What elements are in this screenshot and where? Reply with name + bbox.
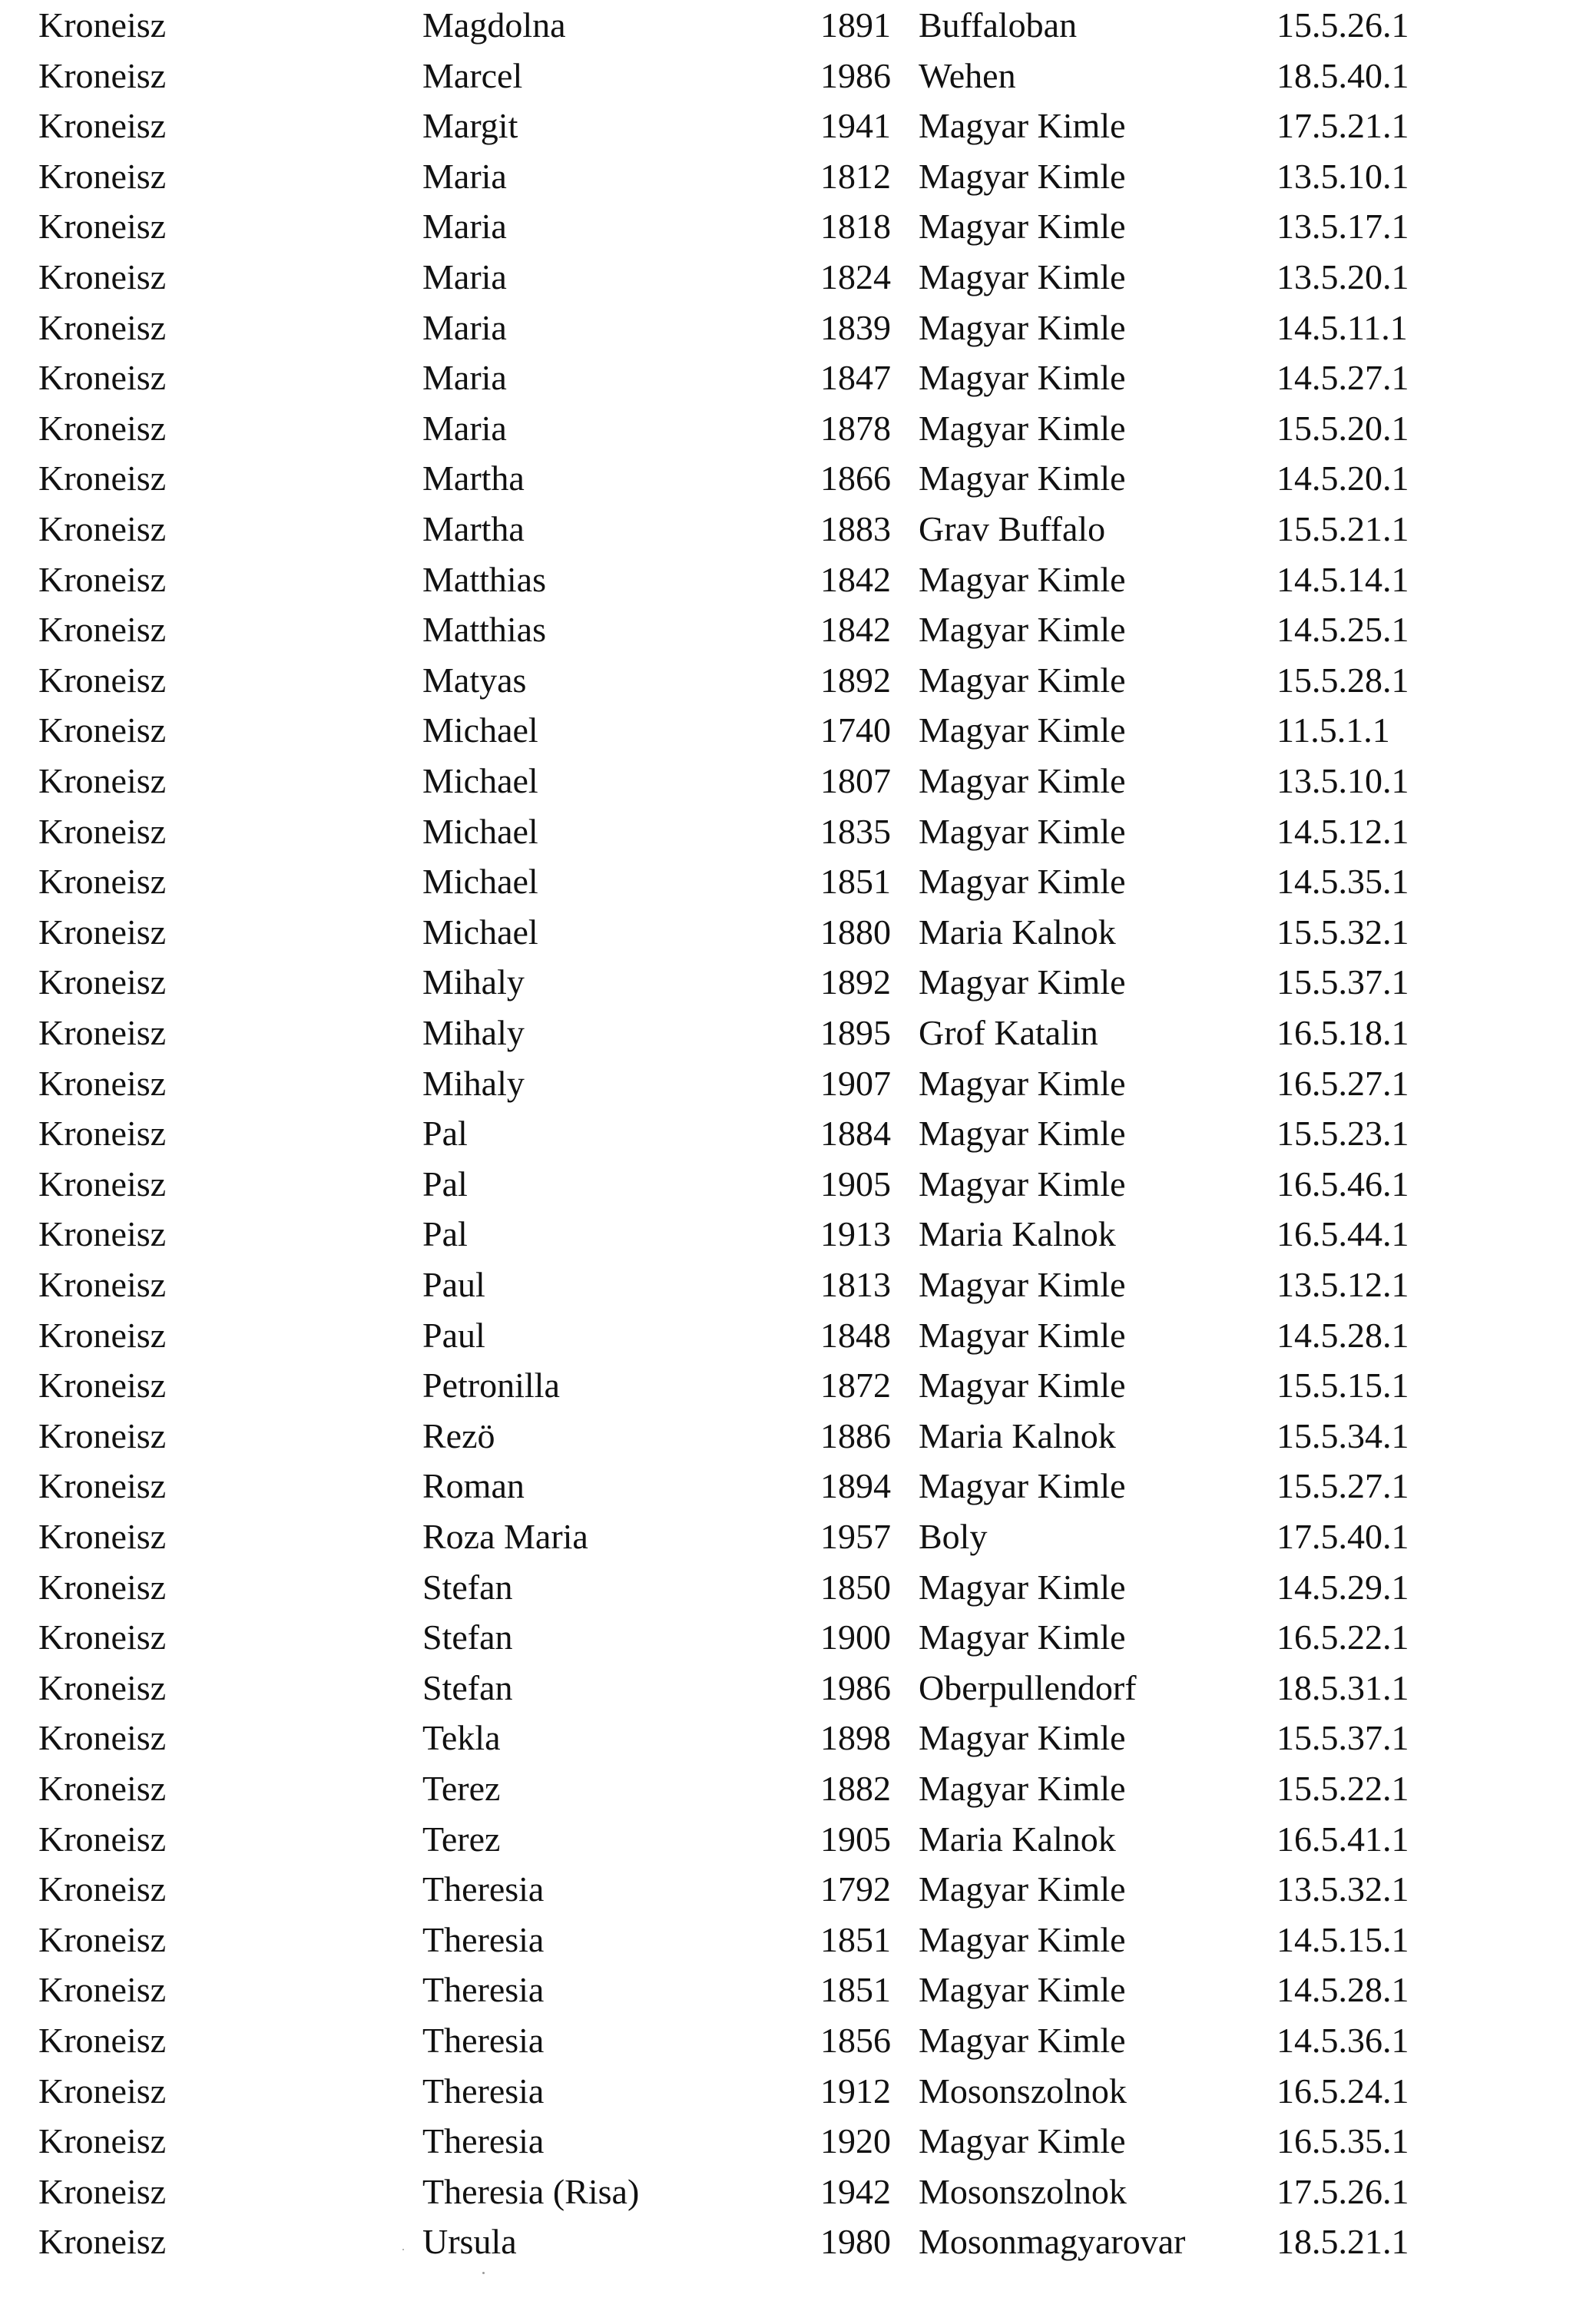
code-cell: 15.5.37.1 [1276, 1718, 1409, 1758]
code-cell: 14.5.12.1 [1276, 811, 1409, 851]
surname-cell: Kroneisz [38, 761, 167, 800]
year-cell: 1807 [820, 761, 891, 800]
record-row [0, 1612, 1596, 1663]
year-cell: 1813 [820, 1265, 891, 1304]
code-cell: 15.5.22.1 [1276, 1769, 1409, 1808]
given-name-cell: Michael [422, 862, 538, 902]
year-cell: 1892 [820, 962, 891, 1002]
place-cell: Magyar Kimle [919, 207, 1126, 247]
surname-cell: Kroneisz [38, 1415, 167, 1455]
place-cell: Magyar Kimle [919, 1265, 1126, 1304]
code-cell: 17.5.26.1 [1276, 2171, 1409, 2211]
place-cell: Oberpullendorf [919, 1667, 1137, 1707]
given-name-cell: Mihaly [422, 962, 525, 1002]
code-cell: 14.5.36.1 [1276, 2021, 1409, 2060]
code-cell: 15.5.21.1 [1276, 509, 1409, 548]
place-cell: Magyar Kimle [919, 408, 1126, 448]
given-name-cell: Maria [422, 307, 507, 347]
record-row [0, 353, 1596, 403]
given-name-cell: Mihaly [422, 1063, 525, 1103]
year-cell: 1835 [820, 811, 891, 851]
year-cell: 1905 [820, 1819, 891, 1859]
surname-cell: Kroneisz [38, 2222, 167, 2262]
record-row [0, 1965, 1596, 2015]
surname-cell: Kroneisz [38, 1214, 167, 1254]
record-row [0, 51, 1596, 101]
code-cell: 13.5.20.1 [1276, 257, 1409, 296]
place-cell: Magyar Kimle [919, 1769, 1126, 1808]
place-cell: Magyar Kimle [919, 660, 1126, 700]
place-cell: Magyar Kimle [919, 2121, 1126, 2161]
place-cell: Magyar Kimle [919, 358, 1126, 398]
year-cell: 1957 [820, 1517, 891, 1556]
surname-cell: Kroneisz [38, 408, 167, 448]
year-cell: 1866 [820, 459, 891, 498]
surname-cell: Kroneisz [38, 1466, 167, 1506]
year-cell: 1847 [820, 358, 891, 398]
surname-cell: Kroneisz [38, 257, 167, 296]
place-cell: Maria Kalnok [919, 1214, 1116, 1254]
given-name-cell: Theresia (Risa) [422, 2171, 640, 2211]
surname-cell: Kroneisz [38, 2021, 167, 2060]
record-row [0, 1511, 1596, 1562]
code-cell: 16.5.35.1 [1276, 2121, 1409, 2161]
surname-cell: Kroneisz [38, 207, 167, 247]
year-cell: 1851 [820, 1970, 891, 2010]
given-name-cell: Roza Maria [422, 1517, 588, 1556]
code-cell: 14.5.15.1 [1276, 1919, 1409, 1959]
given-name-cell: Maria [422, 156, 507, 196]
surname-cell: Kroneisz [38, 106, 167, 146]
surname-cell: Kroneisz [38, 55, 167, 95]
record-row [0, 0, 1596, 51]
record-row [0, 453, 1596, 504]
year-cell: 1882 [820, 1769, 891, 1808]
place-cell: Magyar Kimle [919, 1063, 1126, 1103]
place-cell: Magyar Kimle [919, 459, 1126, 498]
code-cell: 14.5.25.1 [1276, 610, 1409, 650]
year-cell: 1898 [820, 1718, 891, 1758]
record-row [0, 806, 1596, 857]
place-cell: Mosonmagyarovar [919, 2222, 1186, 2262]
surname-cell: Kroneisz [38, 1869, 167, 1909]
surname-cell: Kroneisz [38, 2071, 167, 2111]
record-row [0, 1814, 1596, 1865]
year-cell: 1740 [820, 710, 891, 750]
record-row [0, 957, 1596, 1008]
given-name-cell: Maria [422, 207, 507, 247]
code-cell: 14.5.14.1 [1276, 559, 1409, 599]
record-row [0, 1864, 1596, 1915]
year-cell: 1880 [820, 912, 891, 952]
surname-cell: Kroneisz [38, 1617, 167, 1657]
surname-cell: Kroneisz [38, 1667, 167, 1707]
place-cell: Magyar Kimle [919, 1970, 1126, 2010]
given-name-cell: Michael [422, 811, 538, 851]
record-row [0, 604, 1596, 655]
record-row [0, 2116, 1596, 2167]
surname-cell: Kroneisz [38, 610, 167, 650]
given-name-cell: Maria [422, 358, 507, 398]
scan-speck [482, 2272, 485, 2274]
place-cell: Magyar Kimle [919, 1114, 1126, 1154]
given-name-cell: Matyas [422, 660, 527, 700]
code-cell: 17.5.40.1 [1276, 1517, 1409, 1556]
record-row [0, 1159, 1596, 1210]
code-cell: 15.5.34.1 [1276, 1415, 1409, 1455]
record-row [0, 1008, 1596, 1058]
code-cell: 16.5.18.1 [1276, 1013, 1409, 1052]
surname-cell: Kroneisz [38, 862, 167, 902]
code-cell: 13.5.12.1 [1276, 1265, 1409, 1304]
place-cell: Magyar Kimle [919, 1869, 1126, 1909]
place-cell: Magyar Kimle [919, 1617, 1126, 1657]
record-row [0, 252, 1596, 303]
place-cell: Grof Katalin [919, 1013, 1098, 1052]
code-cell: 14.5.11.1 [1276, 307, 1408, 347]
code-cell: 16.5.22.1 [1276, 1617, 1409, 1657]
year-cell: 1792 [820, 1869, 891, 1909]
given-name-cell: Michael [422, 912, 538, 952]
given-name-cell: Maria [422, 257, 507, 296]
code-cell: 13.5.10.1 [1276, 156, 1409, 196]
place-cell: Magyar Kimle [919, 962, 1126, 1002]
record-row [0, 1058, 1596, 1109]
year-cell: 1824 [820, 257, 891, 296]
place-cell: Magyar Kimle [919, 610, 1126, 650]
place-cell: Magyar Kimle [919, 2021, 1126, 2060]
record-row [0, 907, 1596, 958]
scan-speck [402, 2249, 404, 2250]
record-row [0, 1663, 1596, 1713]
given-name-cell: Maria [422, 408, 507, 448]
code-cell: 14.5.28.1 [1276, 1970, 1409, 2010]
code-cell: 11.5.1.1 [1276, 710, 1390, 750]
code-cell: 16.5.24.1 [1276, 2071, 1409, 2111]
given-name-cell: Michael [422, 710, 538, 750]
surname-cell: Kroneisz [38, 710, 167, 750]
code-cell: 16.5.46.1 [1276, 1164, 1409, 1204]
year-cell: 1941 [820, 106, 891, 146]
given-name-cell: Magdolna [422, 5, 566, 45]
code-cell: 16.5.27.1 [1276, 1063, 1409, 1103]
surname-cell: Kroneisz [38, 5, 167, 45]
given-name-cell: Rezö [422, 1415, 495, 1455]
place-cell: Magyar Kimle [919, 1466, 1126, 1506]
code-cell: 15.5.28.1 [1276, 660, 1409, 700]
record-row [0, 2066, 1596, 2117]
place-cell: Magyar Kimle [919, 811, 1126, 851]
surname-cell: Kroneisz [38, 660, 167, 700]
place-cell: Magyar Kimle [919, 1567, 1126, 1607]
year-cell: 1907 [820, 1063, 891, 1103]
place-cell: Maria Kalnok [919, 1415, 1116, 1455]
given-name-cell: Pal [422, 1214, 468, 1254]
surname-cell: Kroneisz [38, 2121, 167, 2161]
record-row [0, 101, 1596, 151]
place-cell: Magyar Kimle [919, 761, 1126, 800]
code-cell: 15.5.32.1 [1276, 912, 1409, 952]
given-name-cell: Margit [422, 106, 518, 146]
record-row [0, 1763, 1596, 1814]
code-cell: 14.5.20.1 [1276, 459, 1409, 498]
year-cell: 1884 [820, 1114, 891, 1154]
given-name-cell: Paul [422, 1315, 485, 1355]
record-row [0, 1461, 1596, 1511]
year-cell: 1851 [820, 862, 891, 902]
code-cell: 15.5.15.1 [1276, 1366, 1409, 1405]
code-cell: 15.5.27.1 [1276, 1466, 1409, 1506]
given-name-cell: Stefan [422, 1667, 513, 1707]
year-cell: 1895 [820, 1013, 891, 1052]
code-cell: 15.5.26.1 [1276, 5, 1409, 45]
place-cell: Maria Kalnok [919, 1819, 1116, 1859]
surname-cell: Kroneisz [38, 1315, 167, 1355]
code-cell: 18.5.40.1 [1276, 55, 1409, 95]
year-cell: 1818 [820, 207, 891, 247]
code-cell: 14.5.27.1 [1276, 358, 1409, 398]
surname-cell: Kroneisz [38, 1265, 167, 1304]
record-row [0, 1360, 1596, 1411]
given-name-cell: Martha [422, 509, 525, 548]
surname-cell: Kroneisz [38, 1769, 167, 1808]
record-row [0, 1260, 1596, 1310]
place-cell: Mosonszolnok [919, 2071, 1127, 2111]
place-cell: Magyar Kimle [919, 1164, 1126, 1204]
surname-cell: Kroneisz [38, 307, 167, 347]
year-cell: 1872 [820, 1366, 891, 1405]
given-name-cell: Matthias [422, 610, 546, 650]
year-cell: 1842 [820, 610, 891, 650]
given-name-cell: Theresia [422, 1869, 545, 1909]
record-row [0, 1411, 1596, 1462]
code-cell: 13.5.10.1 [1276, 761, 1409, 800]
place-cell: Magyar Kimle [919, 307, 1126, 347]
given-name-cell: Terez [422, 1769, 501, 1808]
surname-cell: Kroneisz [38, 1013, 167, 1052]
code-cell: 18.5.21.1 [1276, 2222, 1409, 2262]
record-row [0, 403, 1596, 454]
year-cell: 1878 [820, 408, 891, 448]
code-cell: 16.5.41.1 [1276, 1819, 1409, 1859]
year-cell: 1856 [820, 2021, 891, 2060]
given-name-cell: Stefan [422, 1567, 513, 1607]
place-cell: Magyar Kimle [919, 106, 1126, 146]
year-cell: 1891 [820, 5, 891, 45]
place-cell: Buffaloban [919, 5, 1078, 45]
record-row [0, 2167, 1596, 2217]
code-cell: 14.5.35.1 [1276, 862, 1409, 902]
given-name-cell: Theresia [422, 2121, 545, 2161]
record-row [0, 1108, 1596, 1159]
year-cell: 1851 [820, 1919, 891, 1959]
place-cell: Magyar Kimle [919, 1718, 1126, 1758]
place-cell: Magyar Kimle [919, 559, 1126, 599]
year-cell: 1883 [820, 509, 891, 548]
place-cell: Maria Kalnok [919, 912, 1116, 952]
year-cell: 1848 [820, 1315, 891, 1355]
surname-cell: Kroneisz [38, 1517, 167, 1556]
surname-cell: Kroneisz [38, 459, 167, 498]
place-cell: Magyar Kimle [919, 1919, 1126, 1959]
place-cell: Magyar Kimle [919, 1315, 1126, 1355]
year-cell: 1986 [820, 1667, 891, 1707]
year-cell: 1986 [820, 55, 891, 95]
record-row [0, 856, 1596, 907]
record-row [0, 303, 1596, 353]
given-name-cell: Paul [422, 1265, 485, 1304]
code-cell: 14.5.28.1 [1276, 1315, 1409, 1355]
given-name-cell: Marcel [422, 55, 523, 95]
given-name-cell: Roman [422, 1466, 525, 1506]
year-cell: 1812 [820, 156, 891, 196]
given-name-cell: Terez [422, 1819, 501, 1859]
record-row [0, 151, 1596, 202]
given-name-cell: Theresia [422, 2071, 545, 2111]
surname-cell: Kroneisz [38, 912, 167, 952]
record-row [0, 201, 1596, 252]
record-row [0, 1209, 1596, 1260]
record-row [0, 756, 1596, 806]
given-name-cell: Pal [422, 1164, 468, 1204]
code-cell: 13.5.32.1 [1276, 1869, 1409, 1909]
surname-cell: Kroneisz [38, 1366, 167, 1405]
place-cell: Boly [919, 1517, 988, 1556]
record-row [0, 705, 1596, 756]
surname-cell: Kroneisz [38, 1164, 167, 1204]
code-cell: 13.5.17.1 [1276, 207, 1409, 247]
record-row [0, 1562, 1596, 1613]
year-cell: 1912 [820, 2071, 891, 2111]
year-cell: 1905 [820, 1164, 891, 1204]
given-name-cell: Ursula [422, 2222, 517, 2262]
record-row [0, 1310, 1596, 1361]
surname-cell: Kroneisz [38, 811, 167, 851]
year-cell: 1980 [820, 2222, 891, 2262]
surname-cell: Kroneisz [38, 559, 167, 599]
place-cell: Magyar Kimle [919, 862, 1126, 902]
record-row [0, 2015, 1596, 2066]
year-cell: 1892 [820, 660, 891, 700]
surname-cell: Kroneisz [38, 1919, 167, 1959]
place-cell: Wehen [919, 55, 1016, 95]
given-name-cell: Petronilla [422, 1366, 560, 1405]
surname-cell: Kroneisz [38, 1819, 167, 1859]
record-row [0, 655, 1596, 706]
surname-cell: Kroneisz [38, 1718, 167, 1758]
surname-cell: Kroneisz [38, 1567, 167, 1607]
given-name-cell: Theresia [422, 2021, 545, 2060]
code-cell: 15.5.37.1 [1276, 962, 1409, 1002]
code-cell: 15.5.23.1 [1276, 1114, 1409, 1154]
place-cell: Magyar Kimle [919, 710, 1126, 750]
place-cell: Mosonszolnok [919, 2171, 1127, 2211]
code-cell: 18.5.31.1 [1276, 1667, 1409, 1707]
year-cell: 1913 [820, 1214, 891, 1254]
given-name-cell: Pal [422, 1114, 468, 1154]
surname-cell: Kroneisz [38, 2171, 167, 2211]
year-cell: 1850 [820, 1567, 891, 1607]
record-row [0, 1915, 1596, 1965]
year-cell: 1839 [820, 307, 891, 347]
given-name-cell: Michael [422, 761, 538, 800]
place-cell: Magyar Kimle [919, 156, 1126, 196]
place-cell: Magyar Kimle [919, 257, 1126, 296]
place-cell: Grav Buffalo [919, 509, 1106, 548]
year-cell: 1942 [820, 2171, 891, 2211]
year-cell: 1920 [820, 2121, 891, 2161]
code-cell: 17.5.21.1 [1276, 106, 1409, 146]
surname-cell: Kroneisz [38, 156, 167, 196]
surname-cell: Kroneisz [38, 509, 167, 548]
surname-cell: Kroneisz [38, 358, 167, 398]
year-cell: 1842 [820, 559, 891, 599]
given-name-cell: Tekla [422, 1718, 501, 1758]
given-name-cell: Theresia [422, 1919, 545, 1959]
record-row [0, 2217, 1596, 2267]
record-row [0, 1713, 1596, 1763]
record-row [0, 555, 1596, 605]
record-row [0, 504, 1596, 555]
given-name-cell: Martha [422, 459, 525, 498]
given-name-cell: Theresia [422, 1970, 545, 2010]
place-cell: Magyar Kimle [919, 1366, 1126, 1405]
given-name-cell: Mihaly [422, 1013, 525, 1052]
year-cell: 1900 [820, 1617, 891, 1657]
surname-cell: Kroneisz [38, 1970, 167, 2010]
surname-cell: Kroneisz [38, 1063, 167, 1103]
given-name-cell: Matthias [422, 559, 546, 599]
code-cell: 15.5.20.1 [1276, 408, 1409, 448]
surname-cell: Kroneisz [38, 962, 167, 1002]
surname-cell: Kroneisz [38, 1114, 167, 1154]
code-cell: 16.5.44.1 [1276, 1214, 1409, 1254]
code-cell: 14.5.29.1 [1276, 1567, 1409, 1607]
year-cell: 1894 [820, 1466, 891, 1506]
given-name-cell: Stefan [422, 1617, 513, 1657]
year-cell: 1886 [820, 1415, 891, 1455]
